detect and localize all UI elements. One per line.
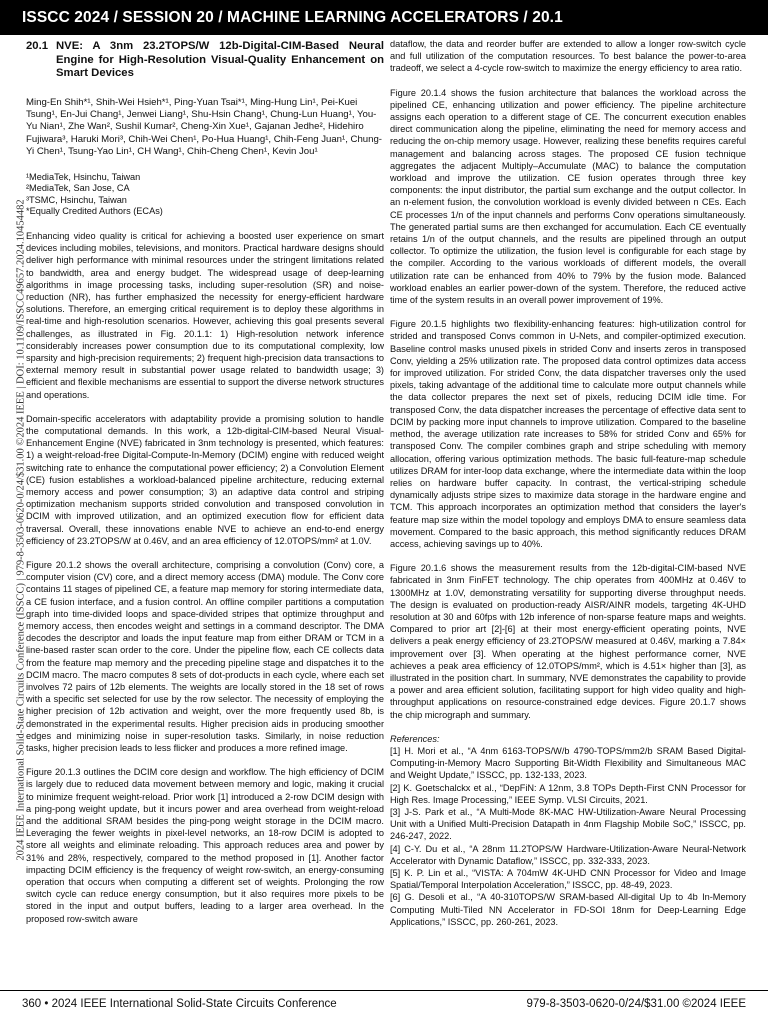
session-header: ISSCC 2024 / SESSION 20 / MACHINE LEARNING ACCELERATORS / 20.1 [0, 0, 768, 35]
body-paragraph: Figure 20.1.5 highlights two flexibility-enhancing features: high-utilization control for strided and transposed Convs common in U-Nets, and compiler-optimized execution. Baseline control masks unused pixels in strided Conv and inserts zeros in transposed Conv, yielding a 25% utilization rate. The proposed data control optimizes data access for improved utilization. For strided Conv, the data dispatcher traverses only the used pixels, taking advantage of the additional time to calculate more output channels while the data collector prepares the next set of pixels, reducing DCIM idle time. For transposed Conv, the data dispatcher increases the percentage of effective data sent to DCIM by packing more input channels to improve utilization. Compared to the baseline method, the average utilization rate increases to 58% for strided Conv and 65% for transposed Conv. The compiler combines graph and stripe scheduling with memory allocation, offering various optimization methods. The basic full-feature-map schedule utilizes DRAM for inter-loop data exchange, where the intermediate data within the loop relies on hardware buffer capacity. In contrast, the vertical-striping schedule dynamically adjusts stripe sizes to maximize data storage in the hardware engine and TCM. This approach incorporates an optimization method that considers the layer's feature map size within the model topology and employs DMA to ensure seamless data movement. Compared to the basic approach, this method significantly reduces DRAM access, achieving savings up to 40%. [390, 319, 746, 549]
affiliations [26, 172, 384, 218]
paper-title-block [26, 40, 384, 81]
reference-item: [1] H. Mori et al., “A 4nm 6163-TOPS/W/b 4790-TOPS/mm2/b SRAM Based Digital-Computing-in-Memory Macro Supporting Bit-Width Flexibility and Simultaneous MAC and Weight Update,” ISSCC, pp. 132-133, 2023. [390, 745, 746, 781]
footer-rule [0, 990, 768, 991]
affiliation: *Equally Credited Authors (ECAs) [26, 206, 163, 217]
reference-item: [2] K. Goetschalckx et al., “DepFiN: A 12nm, 3.8 TOPs Depth-First CNN Processor for High Res. Image Processing,” IEEE Symp. VLSI Circuits, 2021. [390, 782, 746, 805]
body-paragraph: Figure 20.1.3 outlines the DCIM core design and workflow. The high efficiency of DCIM is largely due to reduced data movement between memory and logic, making it crucial to minimize frequent weight-reload. Prior work [1] introduced a 2-row DCIM design with a ping-pong weight update, but it incurs power and area overhead from weight-reload and the additional SRAM besides the ping-pong weight storage in the DCIM macro. Leveraging the fewer weights in pixel-level networks, an 18-row DCIM is adopted to store all weights and eliminate reloading. This approach reduces area and power by 31% and 28%, respectively, compared to the method proposed in [1]. Another factor impacting DCIM efficiency is the frequency of weight row-switch, an energy-consuming operation that occurs when computing a different set of weights. Prolonging the row switch cycle can reduce energy consumption, but it also requires more pixels to be stored in the input and output buffers, leading to a larger area overhead. In the proposed row-switch aware [26, 767, 384, 924]
body-paragraph: dataflow, the data and reorder buffer are extended to allow a longer row-switch cycle and full utilization of the computation resources. To best balance the power-to-area tradeoff, we select a 4-cycle row-switch to maximize the energy efficiency to area ratio. [390, 39, 746, 74]
right-column [390, 38, 746, 928]
reference-item: [4] C-Y. Du et al., “A 28nm 11.2TOPS/W Hardware-Utilization-Aware Neural-Network Accelerator with Dynamic Dataflow,” ISSCC, pp. 332-333, 2023. [390, 843, 746, 866]
body-paragraph: Figure 20.1.2 shows the overall architecture, comprising a convolution (Conv) core, a computer vision (CV) core, and a direct memory access (DMA) module. The Conv core contains 11 stages of pipelined CE, a feature map memory for storing intermediate data, a CE fusion interface, and a fusion control. An offline compiler partitions a computation graph into time-divided loops and space-divided stripes that optimize throughput and memory access, then encodes weight and settings in a command descriptor. The DMA decodes the descriptor and loads the input feature map from either DRAM or TCM in a line-based raster scan order to the core. Under the pipeline flow, each CE collects data from the feature map memory and the preceding pipeline stage and dispatches it to the DCIM macro. The macro computes 8 sets of dot-products in each cycle, where each set involves 72 pairs of 12b elements. The weights are locally stored in the 18 set of rows with a specific set selected for use by the row selector. The necessity of employing the higher precision of 12b activation and weight, over the more frequently used 8b, is demonstrated in the experimental results. Higher precision aids in producing smoother edges and minimizing noise in super-resolution tasks. Similarly, in noise reduction tasks, higher precision leads to less flicker and produces a more refined image. [26, 559, 384, 754]
affiliation: ¹MediaTek, Hsinchu, Taiwan [26, 171, 141, 182]
body-paragraph: Figure 20.1.4 shows the fusion architecture that balances the workload across the pipelined CE, enhancing utilization and power efficiency. The pipeline architecture assigns each operation to a different stage of CE. The concurrent execution enables direct communication along the pipeline, eliminating the need for memory access and reducing the on-chip memory usage. However, realizing these benefits requires careful management and balancing across stages. The proposed CE fusion technique aggregates the adjacent Multiply–Accumulate (MAC) to balance the computation workload and improve the utilization. CE fusion operates through three key components: the input distributor, the partial sum exchange and the output collector. In an n-element fusion, the convolution workload is evenly divided between n CEs. Each CE processes 1/n of the input channels and performs Conv operations simultaneously. The generated partial sums are then exchanged for accumulation. Each CE eventually retains 1/n of the output channels, and the results are pipelined through an output collector. To optimize the utilization, the fusion level is configurable for each stage by the compiler. According to the various workloads of different models, the overall utilization rate can be enhanced from 40% to 79% by the fusion mode. Balanced workload enables an earlier power-down of the system. Therefore, the reduced active time of the system results in an overall power improvement of 19%. [390, 87, 746, 306]
reference-item: [6] G. Desoli et al., “A 40-310TOPS/W SRAM-based All-digital Up to 4b In-Memory Computing Multi-Tiled NN Accelerator in FD-SOI 18nm for Deep-Learning Edge Applications,” ISSCC, pp. 260-261, 2023. [390, 892, 746, 927]
left-column [26, 38, 384, 925]
paper-number: 20.1 [26, 40, 48, 52]
footer-page-info: 360 • 2024 IEEE International Solid-State Circuits Conference [22, 998, 337, 1010]
author-list: Ming-En Shih*¹, Shih-Wei Hsieh*¹, Ping-Yuan Tsai*¹, Ming-Hung Lin¹, Pei-Kuei Tsung¹, En-Jui Chang¹, Jenwei Liang¹, Shu-Hsin Chang¹, Chung-Lun Huang¹, You-Yu Nian¹, Zhe Wan², Sushil Kumar², Cheng-Xin Xue¹, Gajanan Jedhe², Hidehiro Fujiwara³, Haruki Mori³, Chih-Wei Chen¹, Po-Hua Huang¹, Chih-Feng Juan¹, Chung-Yi Chen¹, Tsung-Yao Lin¹, CH Wang¹, Chih-Cheng Chen¹, Kevin Jou¹ [26, 96, 382, 158]
footer-copyright: 979-8-3503-0620-0/24/$31.00 ©2024 IEEE [526, 998, 746, 1010]
affiliation: ³TSMC, Hsinchu, Taiwan [26, 194, 127, 205]
references-heading: References: [390, 733, 440, 744]
affiliation: ²MediaTek, San Jose, CA [26, 183, 130, 194]
reference-item: [5] K. P. Lin et al., “VISTA: A 704mW 4K-UHD CNN Processor for Video and Image Spatial/Temporal Interpolation Acceleration,” ISSCC, pp. 48-49, 2023. [390, 868, 746, 891]
paper-title: NVE: A 3nm 23.2TOPS/W 12b-Digital-CIM-Based Neural Engine for High-Resolution Visual-Quality Enhancement on Smart Devices [56, 40, 384, 79]
body-paragraph: Domain-specific accelerators with adaptability provide a promising solution to handle the computational demands. In this work, a 12b-digital-CIM-based Neural Visual-Enhancement Engine (NVE) fabricated in 3nm technology is presented, which features: 1) a weight-reload-free Digital-Compute-In-Memory (DCIM) engine with reduced weight switching rate to enhance the computational power efficiency; 2) a Convolution Element (CE) fusion establishes a workload-balanced pipeline architecture, reducing external memory access and power consumption; 3) an adaptive data control and striping optimization mechanism supports strided convolution and transposed convolution in DCIM with improved utilization, and an optimized execution flow for efficient data traversal. Overall, these innovations enable NVE to achieve an end-to-end energy efficiency of 23.2TOPS/W at 0.46V, and an area efficiency of 12.0TOPS/mm² at 1.0V. [26, 413, 384, 546]
body-paragraph: Enhancing video quality is critical for achieving a boosted user experience on smart devices including mobiles, televisions, and monitors. Practical hardware designs should deliver high performance with minimal resources under the stringent limitations related to bandwidth, area and energy budget. The widespread usage of deep-learning algorithms in image processing tasks, including super-resolution (SR) and noise-reduction (NR), has further emphasized the necessity for energy-efficient hardware solutions. Therefore, an emerging critical requirement is to deploy these algorithms in real-time and high-resolution scenarios. However, achieving this goal presents several challenges, as illustrated in Fig. 20.1.1: 1) High-resolution network inference considerably increases power consumption due to its computational complexity, low sparsity and high-precision requirements; 2) frequent high-precision data transactions to external memory result in substantial power usage related to bandwidth usage; 3) efficient and flexible mechanisms are essential to support the diverse network structures and operations. [26, 230, 384, 400]
body-paragraph: Figure 20.1.6 shows the measurement results from the 12b-digital-CIM-based NVE fabricated in 3nm FinFET technology. The chip operates from 400MHz at 0.46V to 1300MHz at 1.0V, demonstrating versatility for supporting diverse throughput needs. The design is evaluated on production-ready AISR/AINR models, targeting 4K-UHD resolution at 30 and 60fps with 12b inference of non-sparse feature maps and weights. Compared to prior art [2]-[6] at their most energy-efficient operating points, NVE delivers a peak energy efficiency of 23.2TOPS/W measured at 0.46V, marking a 7.84× improvement over [3]. When operating at the highest performance corner, NVE achieves a peak area efficiency of 12.0TOPS/mm², which is 4.51× higher than [3], as illustrated in the position chart. In summary, NVE demonstrates the capability to provide a power and area efficient solution, facilitating support for high video quality and high-throughput applications on resource-constrained edge devices. Figure 20.1.7 shows the chip micrograph and summary. [390, 563, 746, 720]
side-copyright-text: 2024 IEEE International Solid-State Circuits Conference (ISSCC) | 979-8-3503-0620-0/24/$31.00 ©2024 IEEE | DOI: 10.1109/ISSCC49657.2024.10454482 [15, 199, 27, 861]
reference-item: [3] J-S. Park et al., “A Multi-Mode 8K-MAC HW-Utilization-Aware Neural Processing Unit with a Unified Multi-Precision Datapath in 4nm Flagship Mobile SoC,” ISSCC, pp. 246-247, 2022. [390, 806, 746, 842]
